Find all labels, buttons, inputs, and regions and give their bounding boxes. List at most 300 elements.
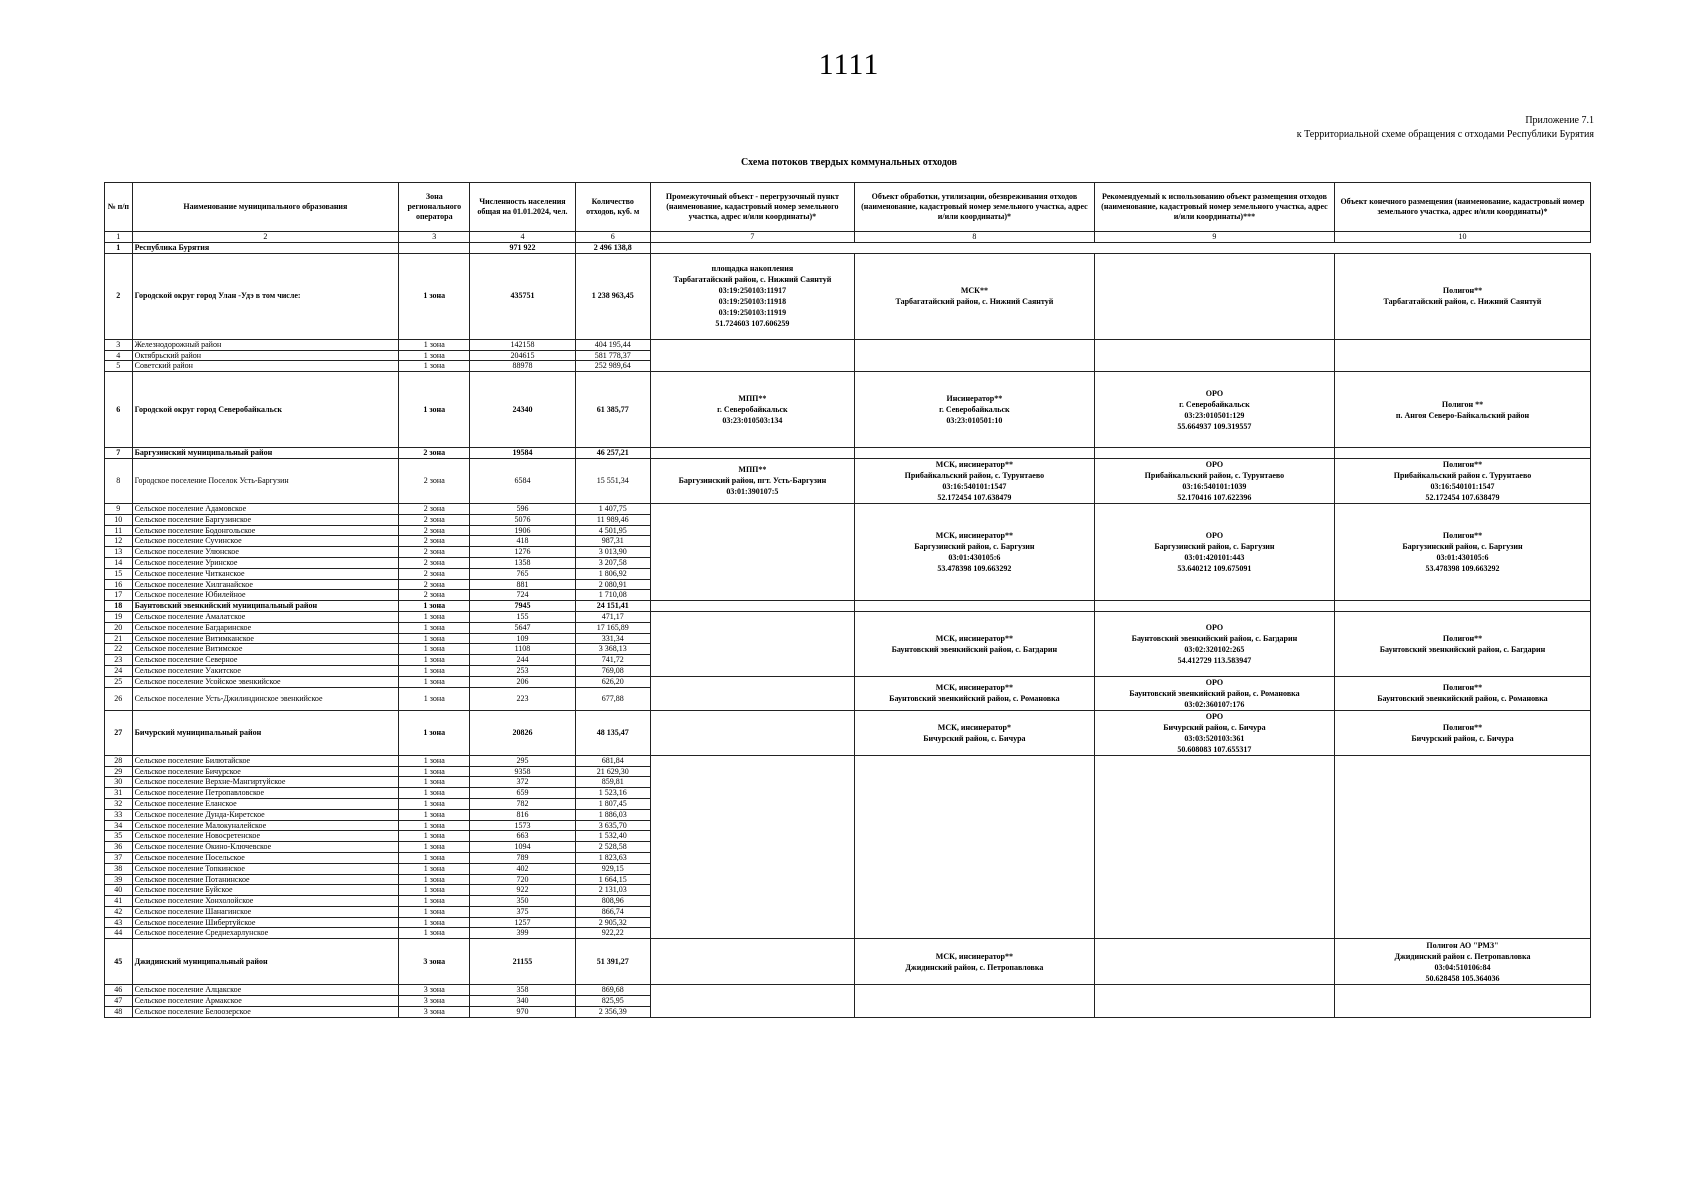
population-cell: 223 <box>470 687 575 710</box>
municipality-name-cell: Джидинский муниципальный район <box>132 939 399 985</box>
object-line: ОРО <box>1205 531 1224 541</box>
object-c8-cell <box>854 676 1094 710</box>
document-title: Схема потоков твердых коммунальных отходов <box>740 157 958 168</box>
population-cell: 1108 <box>470 644 575 655</box>
waste-volume-cell: 11 989,46 <box>575 514 650 525</box>
table-row <box>105 243 1591 254</box>
table-row <box>105 448 1591 459</box>
population-cell: 19584 <box>470 448 575 459</box>
zone-cell: 1 зона <box>399 831 470 842</box>
waste-volume-cell: 1 407,75 <box>575 503 650 514</box>
object-c9-cell <box>1094 601 1334 612</box>
zone-cell: 1 зона <box>399 710 470 755</box>
object-c9-cell <box>1094 503 1334 600</box>
object-line: площадка накопления <box>711 264 794 274</box>
object-c10-cell <box>1334 339 1590 371</box>
zone-cell: 2 зона <box>399 579 470 590</box>
zone-cell: 1 зона <box>399 665 470 676</box>
waste-volume-cell: 859,81 <box>575 777 650 788</box>
waste-volume-cell: 922,22 <box>575 928 650 939</box>
row-number-cell: 2 <box>105 253 133 339</box>
object-line: Баунтовский эвенкийский район, с. Романовка <box>1377 694 1548 704</box>
object-line: ОРО <box>1205 459 1224 469</box>
object-line: Баргузинский район, с. Баргузин <box>1154 542 1275 552</box>
population-cell: 358 <box>470 985 575 996</box>
appendix-label <box>1094 114 1594 142</box>
object-line: 03:01:390107:5 <box>726 487 779 497</box>
waste-volume-cell: 1 523,16 <box>575 788 650 799</box>
object-line: 50.628458 105.364036 <box>1425 973 1500 983</box>
waste-volume-cell: 929,15 <box>575 863 650 874</box>
zone-cell: 2 зона <box>399 568 470 579</box>
object-line: МСК, инсинератор** <box>935 683 1013 693</box>
population-cell: 720 <box>470 874 575 885</box>
waste-volume-cell: 2 080,91 <box>575 579 650 590</box>
object-c7-cell <box>650 755 854 939</box>
waste-volume-cell: 1 710,08 <box>575 590 650 601</box>
object-c10-cell <box>1334 503 1590 600</box>
zone-cell: 1 зона <box>399 361 470 372</box>
table-row <box>105 611 1591 622</box>
population-cell: 1276 <box>470 547 575 558</box>
row-number-cell: 13 <box>105 547 133 558</box>
object-c10-cell <box>1334 710 1590 755</box>
municipality-name-cell: Баргузинский муниципальный район <box>132 448 399 459</box>
object-line: Полигон** <box>1442 722 1483 732</box>
object-c8-cell <box>854 458 1094 503</box>
object-line: 03:01:420101:443 <box>1184 553 1245 563</box>
object-line: 52.172454 107.638479 <box>937 492 1012 502</box>
population-cell: 340 <box>470 996 575 1007</box>
object-line: 03:16:540101:1547 <box>1430 481 1495 491</box>
object-line: МСК, инсинератор** <box>935 633 1013 643</box>
municipality-name-cell: Сельское поселение Билютайское <box>132 755 399 766</box>
waste-volume-cell: 866,74 <box>575 906 650 917</box>
population-cell: 970 <box>470 1006 575 1017</box>
municipality-name-cell: Сельское поселение Хонхолойское <box>132 896 399 907</box>
object-c10-cell <box>1334 253 1590 339</box>
waste-volume-cell: 17 165,89 <box>575 622 650 633</box>
object-line: 51.724603 107.606259 <box>715 319 790 329</box>
table-row <box>105 710 1591 755</box>
appendix-line-2: к Территориальной схеме обращения с отходами Республики Бурятия <box>1296 129 1594 140</box>
municipality-name-cell: Сельское поселение Еланское <box>132 798 399 809</box>
waste-volume-cell: 471,17 <box>575 611 650 622</box>
waste-volume-cell: 3 635,70 <box>575 820 650 831</box>
object-c7-cell <box>650 448 854 459</box>
object-c9-cell <box>1094 939 1334 985</box>
waste-volume-cell: 15 551,34 <box>575 458 650 503</box>
object-line: МПП** <box>738 465 767 475</box>
municipality-name-cell: Сельское поселение Малокуналейское <box>132 820 399 831</box>
object-c10-cell <box>1334 939 1590 985</box>
object-c7-cell <box>650 710 854 755</box>
waste-volume-cell: 2 356,39 <box>575 1006 650 1017</box>
waste-volume-cell: 3 013,90 <box>575 547 650 558</box>
object-c8-cell <box>854 601 1094 612</box>
waste-volume-cell: 2 496 138,8 <box>575 243 650 254</box>
object-line: Полигон** <box>1442 531 1483 541</box>
waste-volume-cell: 1 238 963,45 <box>575 253 650 339</box>
object-c10-cell <box>1334 601 1590 612</box>
object-line: Полигон** <box>1442 459 1483 469</box>
municipality-name-cell: Сельское поселение Юбилейное <box>132 590 399 601</box>
object-c8-cell <box>854 372 1094 448</box>
object-line: МСК, инсинератор** <box>935 951 1013 961</box>
row-number-cell: 6 <box>105 372 133 448</box>
municipality-name-cell: Сельское поселение Верхне-Мангиртуйское <box>132 777 399 788</box>
row-number-cell: 4 <box>105 350 133 361</box>
zone-cell: 2 зона <box>399 547 470 558</box>
object-c8-cell <box>854 448 1094 459</box>
zone-cell: 1 зона <box>399 687 470 710</box>
zone-cell: 1 зона <box>399 350 470 361</box>
municipality-name-cell: Городской округ город Северобайкальск <box>132 372 399 448</box>
waste-volume-cell: 61 385,77 <box>575 372 650 448</box>
zone-cell: 3 зона <box>399 985 470 996</box>
object-line: Прибайкальский район, с. Турунтаево <box>904 470 1045 480</box>
object-line: ОРО <box>1205 677 1224 687</box>
population-cell: 1906 <box>470 525 575 536</box>
column-number-cell: 7 <box>650 232 854 243</box>
row-number-cell: 1 <box>105 243 133 254</box>
object-c9-cell <box>1094 676 1334 710</box>
waste-volume-cell: 677,88 <box>575 687 650 710</box>
object-line: Полигон** <box>1442 286 1483 296</box>
row-number-cell: 23 <box>105 655 133 666</box>
waste-volume-cell: 3 207,58 <box>575 557 650 568</box>
object-line: Джидинский район с. Петропавловка <box>1394 951 1531 961</box>
row-number-cell: 32 <box>105 798 133 809</box>
row-number-cell: 14 <box>105 557 133 568</box>
zone-cell: 1 зона <box>399 842 470 853</box>
row-number-cell: 3 <box>105 339 133 350</box>
waste-volume-cell: 681,84 <box>575 755 650 766</box>
object-c8-cell <box>854 985 1094 1017</box>
object-line: 03:04:510106:84 <box>1434 962 1491 972</box>
column-number-cell: 8 <box>854 232 1094 243</box>
zone-cell: 2 зона <box>399 448 470 459</box>
municipality-name-cell: Железнодорожный район <box>132 339 399 350</box>
municipality-name-cell: Октябрьский район <box>132 350 399 361</box>
object-line: 03:01:430105:6 <box>948 553 1001 563</box>
population-cell: 1094 <box>470 842 575 853</box>
object-c9-cell <box>1094 611 1334 676</box>
population-cell: 659 <box>470 788 575 799</box>
municipality-name-cell: Сельское поселение Дунда-Киретское <box>132 809 399 820</box>
population-cell: 881 <box>470 579 575 590</box>
object-line: п. Ангоя Северо-Байкальский район <box>1395 410 1530 420</box>
object-line: Бичурский район, с. Бичура <box>923 733 1026 743</box>
object-line: Баргузинский район, пгт. Усть-Баргузин <box>678 476 827 486</box>
row-number-cell: 46 <box>105 985 133 996</box>
row-number-cell: 5 <box>105 361 133 372</box>
table-row <box>105 755 1591 766</box>
zone-cell: 1 зона <box>399 798 470 809</box>
object-line: Полигон** <box>1442 633 1483 643</box>
header-cell: Промежуточный объект - перегрузочный пункт (наименование, кадастровый номер земельного участка, адрес и/или координаты)* <box>650 183 854 232</box>
object-line: ОРО <box>1205 388 1224 398</box>
population-cell: 1573 <box>470 820 575 831</box>
header-cell: Наименование муниципального образования <box>132 183 399 232</box>
waste-volume-cell: 1 664,15 <box>575 874 650 885</box>
row-number-cell: 8 <box>105 458 133 503</box>
table-row <box>105 503 1591 514</box>
municipality-name-cell: Сельское поселение Бодонгольское <box>132 525 399 536</box>
waste-volume-cell: 1 806,92 <box>575 568 650 579</box>
object-line: 03:19:250103:11919 <box>718 308 787 318</box>
municipality-name-cell: Сельское поселение Усть-Джилиндинское эвенкийское <box>132 687 399 710</box>
municipality-name-cell: Сельское поселение Шанагинское <box>132 906 399 917</box>
row-number-cell: 39 <box>105 874 133 885</box>
row-number-cell: 48 <box>105 1006 133 1017</box>
object-c10-cell <box>1334 755 1590 939</box>
waste-volume-cell: 869,68 <box>575 985 650 996</box>
municipality-name-cell: Сельское поселение Белоозерское <box>132 1006 399 1017</box>
object-c8-cell <box>854 339 1094 371</box>
object-line: г. Северобайкальск <box>1179 399 1250 409</box>
population-cell: 765 <box>470 568 575 579</box>
zone-cell: 2 зона <box>399 590 470 601</box>
zone-cell: 1 зона <box>399 655 470 666</box>
object-c7-cell <box>650 985 854 1017</box>
object-line: Баргузинский район, с. Баргузин <box>914 542 1035 552</box>
row-number-cell: 37 <box>105 852 133 863</box>
row-number-cell: 34 <box>105 820 133 831</box>
population-cell: 142158 <box>470 339 575 350</box>
column-number-cell: 4 <box>470 232 575 243</box>
waste-flow-table <box>104 182 1591 1018</box>
object-c7-cell <box>650 601 854 612</box>
municipality-name-cell: Сельское поселение Буйское <box>132 885 399 896</box>
object-c9-cell <box>1094 710 1334 755</box>
municipality-name-cell: Сельское поселение Алцакское <box>132 985 399 996</box>
row-number-cell: 35 <box>105 831 133 842</box>
row-number-cell: 36 <box>105 842 133 853</box>
row-number-cell: 16 <box>105 579 133 590</box>
header-cell: Численность населения общая на 01.01.2024, чел. <box>470 183 575 232</box>
object-line: Баунтовский эвенкийский район, с. Романовка <box>1129 688 1300 698</box>
municipality-name-cell: Сельское поселение Амалатское <box>132 611 399 622</box>
object-c9-cell <box>1094 372 1334 448</box>
zone-cell: 1 зона <box>399 885 470 896</box>
population-cell: 375 <box>470 906 575 917</box>
object-line: 03:01:430105:6 <box>1436 553 1489 563</box>
population-cell: 399 <box>470 928 575 939</box>
population-cell: 350 <box>470 896 575 907</box>
zone-cell <box>399 243 470 254</box>
table-body <box>105 232 1591 1018</box>
municipality-name-cell: Сельское поселение Петропавловское <box>132 788 399 799</box>
table-row <box>105 458 1591 503</box>
object-line: МПП** <box>738 394 767 404</box>
object-line: МСК, инсинератор** <box>935 459 1013 469</box>
municipality-name-cell: Сельское поселение Северное <box>132 655 399 666</box>
zone-cell: 2 зона <box>399 557 470 568</box>
object-line: Баунтовский эвенкийский район, с. Багдарин <box>1131 633 1298 643</box>
object-line: Полигон АО "РМЗ" <box>1426 940 1499 950</box>
header-cell: Количество отходов, куб. м <box>575 183 650 232</box>
zone-cell: 1 зона <box>399 928 470 939</box>
waste-volume-cell: 48 135,47 <box>575 710 650 755</box>
object-c10-cell <box>1334 372 1590 448</box>
object-line: 03:19:250103:11918 <box>718 297 787 307</box>
row-number-cell: 44 <box>105 928 133 939</box>
population-cell: 789 <box>470 852 575 863</box>
waste-volume-cell: 987,31 <box>575 536 650 547</box>
municipality-name-cell: Городской округ город Улан -Удэ в том числе: <box>132 253 399 339</box>
object-line: Баргузинский район, с. Баргузин <box>1402 542 1523 552</box>
population-cell: 253 <box>470 665 575 676</box>
row-number-cell: 10 <box>105 514 133 525</box>
object-line: Баунтовский эвенкийский район, с. Багдарин <box>1379 644 1546 654</box>
zone-cell: 1 зона <box>399 601 470 612</box>
row-number-cell: 41 <box>105 896 133 907</box>
population-cell: 971 922 <box>470 243 575 254</box>
column-number-cell: 9 <box>1094 232 1334 243</box>
object-c8-cell <box>854 755 1094 939</box>
object-line: 50.608083 107.655317 <box>1177 744 1252 754</box>
municipality-name-cell: Сельское поселение Новосретенское <box>132 831 399 842</box>
object-line: 03:23:010501:10 <box>946 416 1003 426</box>
row-number-cell: 7 <box>105 448 133 459</box>
municipality-name-cell: Сельское поселение Хилганайское <box>132 579 399 590</box>
waste-volume-cell: 2 131,03 <box>575 885 650 896</box>
object-c8-cell <box>854 253 1094 339</box>
zone-cell: 1 зона <box>399 372 470 448</box>
population-cell: 24340 <box>470 372 575 448</box>
header-cell: Объект конечного размещения (наименование, кадастровый номер земельного участка, адрес и/или координаты)* <box>1334 183 1590 232</box>
object-c10-cell <box>1334 611 1590 676</box>
waste-volume-cell: 1 532,40 <box>575 831 650 842</box>
row-number-cell: 22 <box>105 644 133 655</box>
zone-cell: 2 зона <box>399 514 470 525</box>
object-line: 53.478398 109.663292 <box>937 564 1012 574</box>
object-c9-cell <box>1094 755 1334 939</box>
object-c7-cell <box>650 503 854 600</box>
row-number-cell: 38 <box>105 863 133 874</box>
municipality-name-cell: Сельское поселение Адамовское <box>132 503 399 514</box>
row-number-cell: 20 <box>105 622 133 633</box>
object-line: г. Северобайкальск <box>939 405 1010 415</box>
waste-volume-cell: 1 886,03 <box>575 809 650 820</box>
object-line: Тарбагатайский район, с. Нижний Саянтуй <box>895 297 1054 307</box>
object-line: Баунтовский эвенкийский район, с. Багдарин <box>891 644 1058 654</box>
row-number-cell: 18 <box>105 601 133 612</box>
waste-volume-cell: 1 823,63 <box>575 852 650 863</box>
population-cell: 5076 <box>470 514 575 525</box>
object-c10-cell <box>1334 448 1590 459</box>
municipality-name-cell: Сельское поселение Витимканское <box>132 633 399 644</box>
object-line: 53.478398 109.663292 <box>1425 564 1500 574</box>
population-cell: 816 <box>470 809 575 820</box>
population-cell: 596 <box>470 503 575 514</box>
object-line: Прибайкальский район, с. Турунтаево <box>1144 470 1285 480</box>
object-line: Прибайкальский район с. Турунтаево <box>1393 470 1532 480</box>
row-number-cell: 40 <box>105 885 133 896</box>
object-line: 54.412729 113.583947 <box>1177 655 1252 665</box>
zone-cell: 2 зона <box>399 525 470 536</box>
zone-cell: 3 зона <box>399 1006 470 1017</box>
object-c9-cell <box>1094 339 1334 371</box>
row-number-cell: 31 <box>105 788 133 799</box>
object-c8-cell <box>854 710 1094 755</box>
population-cell: 922 <box>470 885 575 896</box>
population-cell: 7945 <box>470 601 575 612</box>
zone-cell: 1 зона <box>399 809 470 820</box>
population-cell: 155 <box>470 611 575 622</box>
zone-cell: 2 зона <box>399 503 470 514</box>
zone-cell: 1 зона <box>399 253 470 339</box>
header-cell: Зона регионального оператора <box>399 183 470 232</box>
population-cell: 372 <box>470 777 575 788</box>
object-line: 52.170416 107.622396 <box>1177 492 1252 502</box>
object-c10-cell <box>1334 985 1590 1017</box>
header-cell: № п/п <box>105 183 133 232</box>
object-c10-cell <box>1334 458 1590 503</box>
population-cell: 109 <box>470 633 575 644</box>
object-c8-cell <box>854 503 1094 600</box>
zone-cell: 1 зона <box>399 820 470 831</box>
waste-volume-cell: 21 629,30 <box>575 766 650 777</box>
object-line: г. Северобайкальск <box>717 405 788 415</box>
header-cell: Объект обработки, утилизации, обезвреживания отходов (наименование, кадастровый номер земельного участка, адрес и/или координаты)* <box>854 183 1094 232</box>
population-cell: 5647 <box>470 622 575 633</box>
object-line: Бичурский район, с. Бичура <box>1411 733 1514 743</box>
object-c7-cell <box>650 458 854 503</box>
object-line: Баунтовский эвенкийский район, с. Романовка <box>889 694 1060 704</box>
waste-volume-cell: 51 391,27 <box>575 939 650 985</box>
object-line: МСК** <box>960 286 988 296</box>
row-number-cell: 42 <box>105 906 133 917</box>
municipality-name-cell: Бичурский муниципальный район <box>132 710 399 755</box>
zone-cell: 1 зона <box>399 339 470 350</box>
object-c7-cell <box>650 253 854 339</box>
page-number: 1111 <box>818 48 880 81</box>
zone-cell: 1 зона <box>399 622 470 633</box>
row-number-cell: 45 <box>105 939 133 985</box>
row-number-cell: 25 <box>105 676 133 687</box>
row-number-cell: 43 <box>105 917 133 928</box>
header-cell: Рекомендуемый к использованию объект размещения отходов (наименование, кадастровый номер земельного участка, адрес и/или координаты)*** <box>1094 183 1334 232</box>
population-cell: 418 <box>470 536 575 547</box>
table-row <box>105 372 1591 448</box>
row-number-cell: 15 <box>105 568 133 579</box>
table-row <box>105 676 1591 687</box>
object-c7-cell <box>650 372 854 448</box>
waste-volume-cell: 3 368,13 <box>575 644 650 655</box>
population-cell: 204615 <box>470 350 575 361</box>
column-number-cell: 10 <box>1334 232 1590 243</box>
waste-volume-cell: 769,08 <box>575 665 650 676</box>
table-row <box>105 339 1591 350</box>
object-line: 52.172454 107.638479 <box>1425 492 1500 502</box>
object-line: Бичурский район, с. Бичура <box>1163 722 1266 732</box>
population-cell: 20826 <box>470 710 575 755</box>
row-number-cell: 27 <box>105 710 133 755</box>
column-number-cell: 2 <box>132 232 399 243</box>
municipality-name-cell: Советский район <box>132 361 399 372</box>
municipality-name-cell: Сельское поселение Уакитское <box>132 665 399 676</box>
municipality-name-cell: Сельское поселение Багдаринское <box>132 622 399 633</box>
zone-cell: 1 зона <box>399 917 470 928</box>
population-cell: 6584 <box>470 458 575 503</box>
object-line: 03:02:360107:176 <box>1184 699 1245 709</box>
municipality-name-cell: Сельское поселение Армакское <box>132 996 399 1007</box>
object-line: 03:19:250103:11917 <box>718 286 787 296</box>
waste-flow-table-container <box>104 182 1591 1018</box>
table-row <box>105 253 1591 339</box>
